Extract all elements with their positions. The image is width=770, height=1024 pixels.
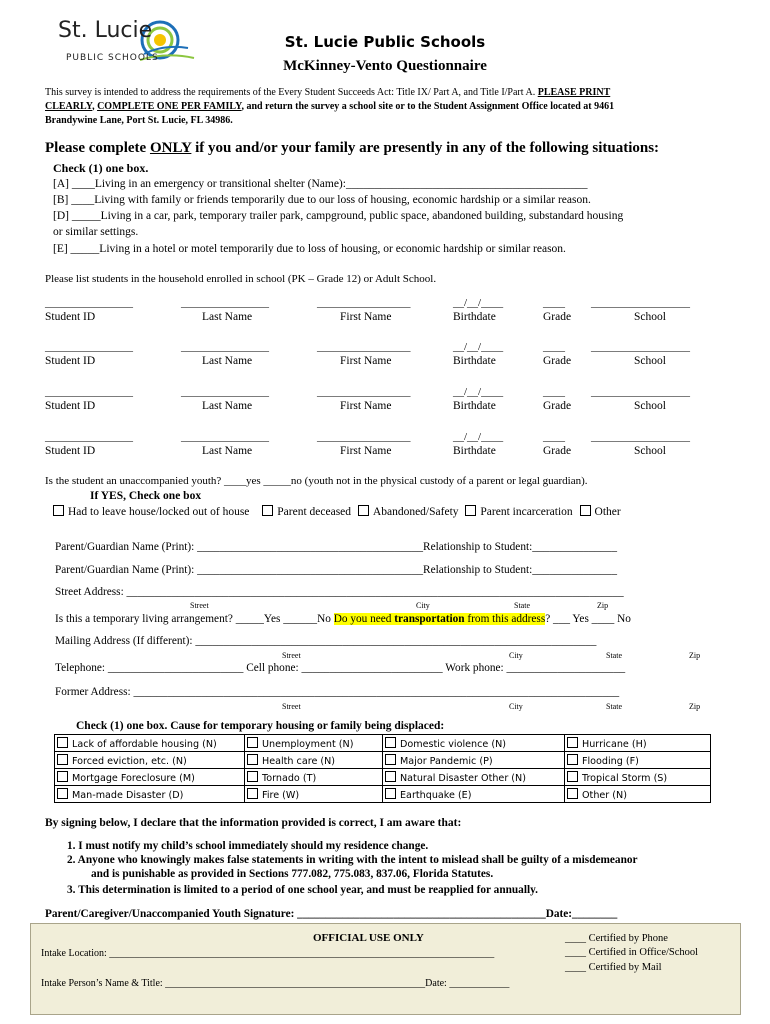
cause-label: Major Pandemic (P): [400, 755, 493, 767]
declaration-item-1: 1. I must notify my child’s school immediately should my residence change.: [67, 840, 429, 852]
logo-wordmark: St. Lucie: [58, 18, 153, 43]
school-label: School: [634, 311, 666, 323]
grade-field[interactable]: ____: [543, 297, 565, 309]
zip-sublabel: Zip: [689, 702, 701, 711]
official-use-title: OFFICIAL USE ONLY: [313, 932, 424, 944]
school-label: School: [634, 400, 666, 412]
unaccompanied-youth-question[interactable]: Is the student an unaccompanied youth? ____yes _____no (youth not in the physical custody of a parent or legal guardian).: [45, 475, 588, 487]
transport-emphasis: transportation: [394, 613, 465, 625]
temporary-arrangement-question: [55, 613, 631, 625]
grade-label: Grade: [543, 355, 572, 367]
checkbox[interactable]: [262, 505, 273, 516]
street-sublabel: Street: [282, 702, 301, 711]
transportation-question: [334, 613, 546, 625]
last-name-field[interactable]: ________________: [181, 341, 269, 353]
intro-emphasis: COMPLETE ONE PER FAMILY: [97, 101, 242, 112]
birthdate-field[interactable]: __/__/____: [453, 341, 504, 353]
school-field[interactable]: __________________: [591, 431, 690, 443]
checkbox[interactable]: [247, 754, 258, 765]
cause-cell[interactable]: [565, 752, 711, 769]
cause-label: Earthquake (E): [400, 789, 472, 801]
cause-label: Fire (W): [262, 789, 300, 801]
intro-emphasis: CLEARLY: [45, 101, 93, 112]
intro-line-3: Brandywine Lane, Port St. Lucie, FL 34986.: [45, 115, 233, 126]
first-name-label: First Name: [340, 311, 392, 323]
certified-mail[interactable]: ____ Certified by Mail: [565, 962, 662, 973]
cause-label: Domestic violence (N): [400, 738, 507, 750]
checkbox[interactable]: [53, 505, 64, 516]
checkbox[interactable]: [57, 788, 68, 799]
student-id-field[interactable]: ________________: [45, 431, 133, 443]
certified-office[interactable]: ____ Certified in Office/School: [565, 947, 699, 958]
intro-line-1: [45, 87, 610, 98]
checkbox[interactable]: [57, 771, 68, 782]
cause-cell[interactable]: [55, 752, 245, 769]
student-id-field[interactable]: ________________: [45, 341, 133, 353]
checkbox[interactable]: [567, 771, 578, 782]
last-name-field[interactable]: ________________: [181, 386, 269, 398]
cause-label: Man-made Disaster (D): [72, 789, 184, 801]
youth-option-locked-out[interactable]: [53, 506, 249, 518]
intro-text: , and return the survey a school site or to the Student Assignment Office located at 9461: [241, 101, 615, 112]
cause-label: Mortgage Foreclosure (M): [72, 772, 195, 784]
intro-text: ,: [92, 101, 98, 112]
student-id-label: Student ID: [45, 400, 96, 412]
checkbox[interactable]: [57, 754, 68, 765]
table-row: [55, 769, 711, 786]
youth-options: [53, 505, 621, 518]
grade-label: Grade: [543, 445, 572, 457]
temporary-arrangement-text[interactable]: Is this a temporary living arrangement? _____Yes ______No: [55, 613, 334, 625]
transport-text: Do you need: [333, 613, 395, 625]
grade-field[interactable]: ____: [543, 341, 565, 353]
situation-a[interactable]: [A] ____Living in an emergency or transitional shelter (Name):__________________________________________: [53, 178, 588, 190]
checkbox[interactable]: [385, 737, 396, 748]
birthdate-label: Birthdate: [453, 311, 496, 323]
street-sublabel: Street: [282, 651, 301, 660]
transport-answer[interactable]: ? ___ Yes ____ No: [545, 613, 631, 625]
checkbox[interactable]: [358, 505, 369, 516]
certified-phone[interactable]: ____ Certified by Phone: [565, 933, 668, 944]
cause-label: Tornado (T): [262, 772, 317, 784]
student-id-field[interactable]: ________________: [45, 297, 133, 309]
birthdate-label: Birthdate: [453, 445, 496, 457]
youth-option-abandoned[interactable]: [358, 506, 459, 518]
student-id-label: Student ID: [45, 355, 96, 367]
youth-option-parent-deceased[interactable]: [262, 506, 351, 518]
street-sublabel: Street: [190, 601, 209, 610]
table-row: [55, 752, 711, 769]
heading-emphasis: ONLY: [149, 140, 192, 156]
youth-option-other[interactable]: [580, 506, 621, 518]
table-row: [55, 786, 711, 803]
checkbox[interactable]: [247, 771, 258, 782]
checkbox[interactable]: [385, 754, 396, 765]
intake-person-field[interactable]: Intake Person’s Name & Title: ____________________________________________________Date: ____________: [41, 978, 510, 989]
cause-cell[interactable]: [55, 769, 245, 786]
cause-cell[interactable]: [55, 735, 245, 752]
former-address-field[interactable]: Former Address: ______________________________________________________________________________________: [55, 686, 620, 698]
birthdate-label: Birthdate: [453, 400, 496, 412]
checkbox[interactable]: [567, 737, 578, 748]
situations-heading: [45, 140, 659, 157]
intro-text: This survey is intended to address the requirements of the Every Student Succeeds Act: Title IX/ Part A, and Title I/Part A.: [45, 87, 538, 98]
grade-field[interactable]: ____: [543, 386, 565, 398]
option-label: Parent deceased: [277, 506, 352, 518]
state-sublabel: State: [606, 651, 622, 660]
state-sublabel: State: [606, 702, 622, 711]
intro-emphasis: PLEASE PRINT: [537, 87, 611, 98]
cause-cell[interactable]: [245, 769, 383, 786]
state-sublabel: State: [514, 601, 530, 610]
cause-cell[interactable]: [55, 786, 245, 803]
last-name-label: Last Name: [202, 311, 253, 323]
grade-label: Grade: [543, 311, 572, 323]
cause-cell[interactable]: [383, 786, 565, 803]
zip-sublabel: Zip: [689, 651, 701, 660]
intake-location-field[interactable]: Intake Location: _____________________________________________________________________________: [41, 948, 495, 959]
birthdate-field[interactable]: __/__/____: [453, 431, 504, 443]
grade-field[interactable]: ____: [543, 431, 565, 443]
grade-label: Grade: [543, 400, 572, 412]
student-id-label: Student ID: [45, 311, 96, 323]
logo-subtitle: PUBLIC SCHOOLS: [66, 53, 159, 63]
option-label: Had to leave house/locked out of house: [68, 506, 250, 518]
birthdate-field[interactable]: __/__/____: [453, 386, 504, 398]
mailing-address-field[interactable]: Mailing Address (If different): _______________________________________________________________________: [55, 635, 597, 647]
signature-field[interactable]: Parent/Caregiver/Unaccompanied Youth Signature: ____________________________________________Date:________: [45, 908, 618, 920]
cause-label: Forced eviction, etc. (N): [72, 755, 187, 767]
situations-check-one: Check (1) one box.: [53, 161, 149, 175]
last-name-field[interactable]: ________________: [181, 431, 269, 443]
checkbox[interactable]: [465, 505, 476, 516]
declaration-item-2-continued: and is punishable as provided in Sections 777.082, 775.083, 837.06, Florida Statutes.: [91, 868, 494, 880]
checkbox[interactable]: [385, 771, 396, 782]
checkbox[interactable]: [247, 788, 258, 799]
cause-cell[interactable]: [245, 786, 383, 803]
checkbox[interactable]: [567, 788, 578, 799]
first-name-field[interactable]: _________________: [317, 297, 411, 309]
checkbox[interactable]: [57, 737, 68, 748]
situation-d-continued: or similar settings.: [53, 226, 139, 238]
declaration-item-3: 3. This determination is limited to a period of one school year, and must be reapplied for annually.: [67, 884, 538, 896]
cause-cell[interactable]: [565, 769, 711, 786]
student-id-label: Student ID: [45, 445, 96, 457]
causes-table: [54, 734, 711, 803]
zip-sublabel: Zip: [597, 601, 609, 610]
guardian-name-2-field[interactable]: Parent/Guardian Name (Print): ________________________________________Relationship to Student:_______________: [55, 564, 617, 576]
birthdate-field[interactable]: __/__/____: [453, 297, 504, 309]
checkbox[interactable]: [247, 737, 258, 748]
city-sublabel: City: [509, 702, 523, 711]
form-title: McKinney-Vento Questionnaire: [283, 58, 487, 74]
first-name-field[interactable]: _________________: [317, 386, 411, 398]
checkbox[interactable]: [580, 505, 591, 516]
school-field[interactable]: __________________: [591, 386, 690, 398]
cause-cell[interactable]: [383, 752, 565, 769]
first-name-field[interactable]: _________________: [317, 341, 411, 353]
school-label: School: [634, 445, 666, 457]
school-field[interactable]: __________________: [591, 341, 690, 353]
last-name-field[interactable]: ________________: [181, 297, 269, 309]
situation-b[interactable]: [B] ____Living with family or friends temporarily due to our loss of housing, economic hardship or a similar reason.: [53, 194, 591, 206]
declaration-item-2: 2. Anyone who knowingly makes false statements in writing with the intent to mislead shall be guilty of a misdemeanor: [67, 854, 638, 866]
declaration-intro: By signing below, I declare that the information provided is correct, I am aware that:: [45, 817, 462, 829]
youth-option-incarceration[interactable]: [465, 506, 572, 518]
cause-label: Unemployment (N): [262, 738, 354, 750]
situation-d[interactable]: [D] _____Living in a car, park, temporary trailer park, campground, public space, abandoned building, substandard housing: [53, 210, 624, 222]
cause-label: Other (N): [582, 789, 627, 801]
student-id-field[interactable]: ________________: [45, 386, 133, 398]
heading-text: Please complete: [45, 140, 150, 156]
cause-label: Health care (N): [262, 755, 336, 767]
city-sublabel: City: [416, 601, 430, 610]
intro-line-2: [45, 101, 614, 112]
option-label: Other: [594, 506, 621, 518]
students-intro: Please list students in the household enrolled in school (PK – Grade 12) or Adult School.: [45, 273, 437, 285]
table-row: [55, 735, 711, 752]
cause-label: Hurricane (H): [582, 738, 647, 750]
situation-e[interactable]: [E] _____Living in a hotel or motel temporarily due to loss of housing, or economic hardship or similar reason.: [53, 243, 566, 255]
cause-cell[interactable]: [383, 735, 565, 752]
official-use-box: [30, 923, 741, 1015]
first-name-label: First Name: [340, 400, 392, 412]
city-sublabel: City: [509, 651, 523, 660]
cause-cell[interactable]: [245, 752, 383, 769]
first-name-field[interactable]: _________________: [317, 431, 411, 443]
causes-heading: Check (1) one box. Cause for temporary housing or family being displaced:: [76, 720, 445, 732]
first-name-label: First Name: [340, 355, 392, 367]
option-label: Parent incarceration: [480, 506, 573, 518]
phone-fields[interactable]: Telephone: ________________________ Cell phone: _________________________ Work phone: _____________________: [55, 662, 626, 674]
cause-cell[interactable]: [383, 769, 565, 786]
checkbox[interactable]: [567, 754, 578, 765]
first-name-label: First Name: [340, 445, 392, 457]
org-title: St. Lucie Public Schools: [284, 33, 486, 51]
cause-label: Flooding (F): [582, 755, 639, 767]
last-name-label: Last Name: [202, 355, 253, 367]
last-name-label: Last Name: [202, 400, 253, 412]
transport-text: from this address: [464, 613, 546, 625]
cause-label: Tropical Storm (S): [582, 772, 668, 784]
last-name-label: Last Name: [202, 445, 253, 457]
cause-cell[interactable]: [565, 786, 711, 803]
guardian-name-1-field[interactable]: Parent/Guardian Name (Print): ________________________________________Relationship to Student:_______________: [55, 541, 617, 553]
option-label: Abandoned/Safety: [372, 506, 459, 518]
cause-cell[interactable]: [565, 735, 711, 752]
school-field[interactable]: __________________: [591, 297, 690, 309]
if-yes-heading: If YES, Check one box: [90, 490, 202, 502]
checkbox[interactable]: [385, 788, 396, 799]
cause-label: Lack of affordable housing (N): [72, 738, 217, 750]
cause-label: Natural Disaster Other (N): [400, 772, 526, 784]
cause-cell[interactable]: [245, 735, 383, 752]
birthdate-label: Birthdate: [453, 355, 496, 367]
heading-text: if you and/or your family are presently in any of the following situations:: [191, 140, 660, 156]
school-label: School: [634, 355, 666, 367]
street-address-field[interactable]: Street Address: ________________________________________________________________________________________: [55, 586, 624, 598]
